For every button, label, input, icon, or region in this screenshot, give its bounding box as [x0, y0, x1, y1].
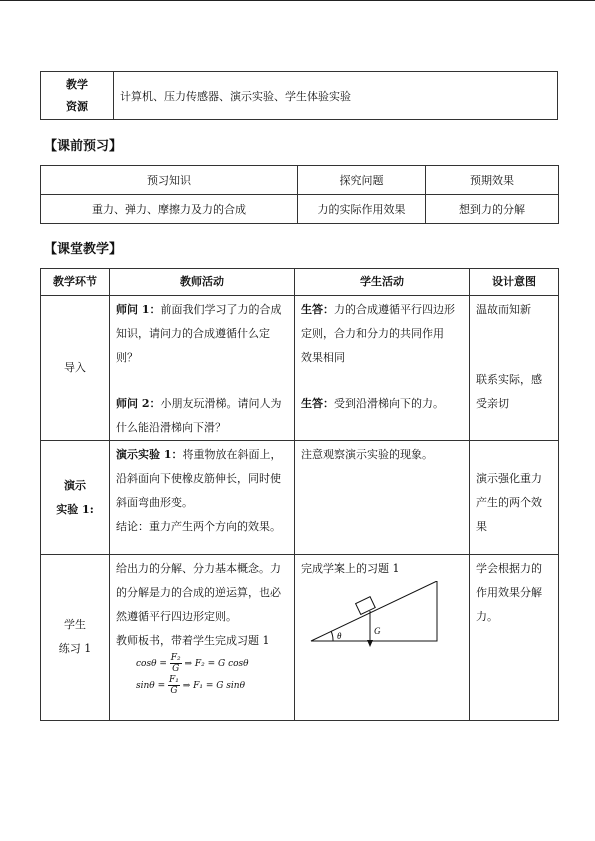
header-student: 学生活动: [295, 269, 470, 296]
practice-concept: 给出力的分解、分力基本概念。力的分解是力的合成的逆运算，也必然遵循平行四边形定则。: [116, 562, 281, 623]
preview-header-knowledge: 预习知识: [41, 166, 298, 195]
teacher-question-1-label: 师问 1：: [116, 303, 161, 316]
student-answer-1-cont: 效果相同: [301, 351, 345, 364]
stage-demo: [41, 441, 110, 555]
student-answer-2: [301, 392, 463, 416]
formula-sin-fraction: [168, 675, 180, 696]
formula-sin-lhs: sinθ =: [136, 681, 166, 691]
student-activity: [295, 296, 470, 441]
header-teacher: 教师活动: [110, 269, 295, 296]
table-row: [41, 441, 559, 555]
formula-cos-den: G: [172, 664, 180, 674]
student-answer-2-label: 生答：: [301, 397, 334, 410]
angle-arc: [331, 631, 333, 641]
student-answer-1-label: 生答：: [301, 303, 334, 316]
student-answer-2-text: 受到沿滑梯向下的力。: [334, 397, 444, 410]
angle-label: θ: [337, 631, 342, 641]
design-intent: [470, 296, 559, 441]
demo-intent-text: 演示强化重力产生的两个效果: [476, 472, 542, 533]
formula-cos-fraction: [170, 653, 182, 674]
formula-sin-num: F₁: [169, 675, 179, 685]
practice-student-text: 完成学案上的习题 1: [301, 562, 400, 575]
table-row: [41, 555, 559, 721]
practice-intent-text: 学会根据力的作用效果分解力。: [476, 562, 542, 623]
teacher-question-2-text: 小朋友玩滑梯。请问人为什么能沿滑梯向下滑？: [116, 397, 282, 434]
demo-label: 演示实验 1：: [116, 448, 183, 461]
preview-header-effect: 预期效果: [426, 166, 559, 195]
design-intent: [470, 441, 559, 555]
demo-text: 将重物放在斜面上，沿斜面向下使橡皮筋伸长，同时使斜面弯曲形变。: [116, 448, 282, 509]
resources-label: [41, 72, 114, 120]
teacher-activity: [110, 441, 295, 555]
intent-text-1: 温故而知新: [476, 303, 531, 316]
incline-diagram: [305, 581, 465, 661]
intent-text-2: 联系实际，感受亲切: [476, 373, 542, 410]
gravity-arrow-head: [367, 640, 373, 647]
header-rule: [0, 0, 595, 1]
preview-cell-effect: 想到力的分解: [426, 195, 559, 224]
stage-practice-text: 学生 练习 1: [58, 618, 92, 655]
stage-intro: 导入: [41, 296, 110, 441]
preview-table: [40, 165, 559, 224]
formula-cos-lhs: cosθ =: [136, 659, 167, 669]
formula-cos-num: F₂: [170, 653, 181, 663]
preview-cell-question: 力的实际作用效果: [298, 195, 426, 224]
classroom-title: 【课堂教学】: [44, 242, 123, 257]
teacher-activity: [110, 296, 295, 441]
practice-board: 教师板书，带着学生完成习题 1: [116, 634, 270, 647]
demo-description: [116, 443, 288, 515]
stage-practice: [41, 555, 110, 721]
teacher-question-2: [116, 392, 288, 440]
stage-demo-text: 演示 实验 1:: [56, 478, 94, 516]
teacher-question-1: [116, 298, 288, 370]
formula-sin-rhs: ⇒ F₁ = G sinθ: [182, 681, 246, 691]
demo-student-text: 注意观察演示实验的现象。: [301, 448, 433, 461]
preview-title: 【课前预习】: [44, 139, 123, 154]
demo-conclusion: 结论：重力产生两个方向的效果。: [116, 520, 281, 533]
header-stage: 教学环节: [41, 269, 110, 296]
teacher-question-1-text: 前面我们学习了力的合成知识，请问力的合成遵循什么定则？: [116, 303, 282, 364]
teacher-activity: [110, 555, 295, 721]
classroom-table: [40, 268, 559, 721]
student-activity: [295, 555, 470, 721]
resources-table: [40, 71, 558, 120]
preview-cell-knowledge: 重力、弹力、摩擦力及力的合成: [41, 195, 298, 224]
design-intent: [470, 555, 559, 721]
teacher-question-2-label: 师问 2：: [116, 397, 161, 410]
formula-sin: [116, 675, 288, 697]
student-answer-1: [301, 298, 463, 346]
formula-sin-den: G: [170, 686, 178, 696]
formula-cos-rhs: ⇒ F₂ = G cosθ: [184, 659, 249, 669]
resources-value: 计算机、压力传感器、演示实验、学生体验实验: [114, 72, 558, 120]
header-intent: 设计意图: [470, 269, 559, 296]
resources-label-text: 教学 资源: [66, 77, 88, 113]
student-answer-1-text: 力的合成遵循平行四边形定则，合力和分力的共同作用: [301, 303, 455, 340]
formula-cos: [116, 653, 288, 675]
table-row: [41, 296, 559, 441]
student-activity: [295, 441, 470, 555]
preview-header-question: 探究问题: [298, 166, 426, 195]
gravity-label: G: [374, 626, 381, 636]
